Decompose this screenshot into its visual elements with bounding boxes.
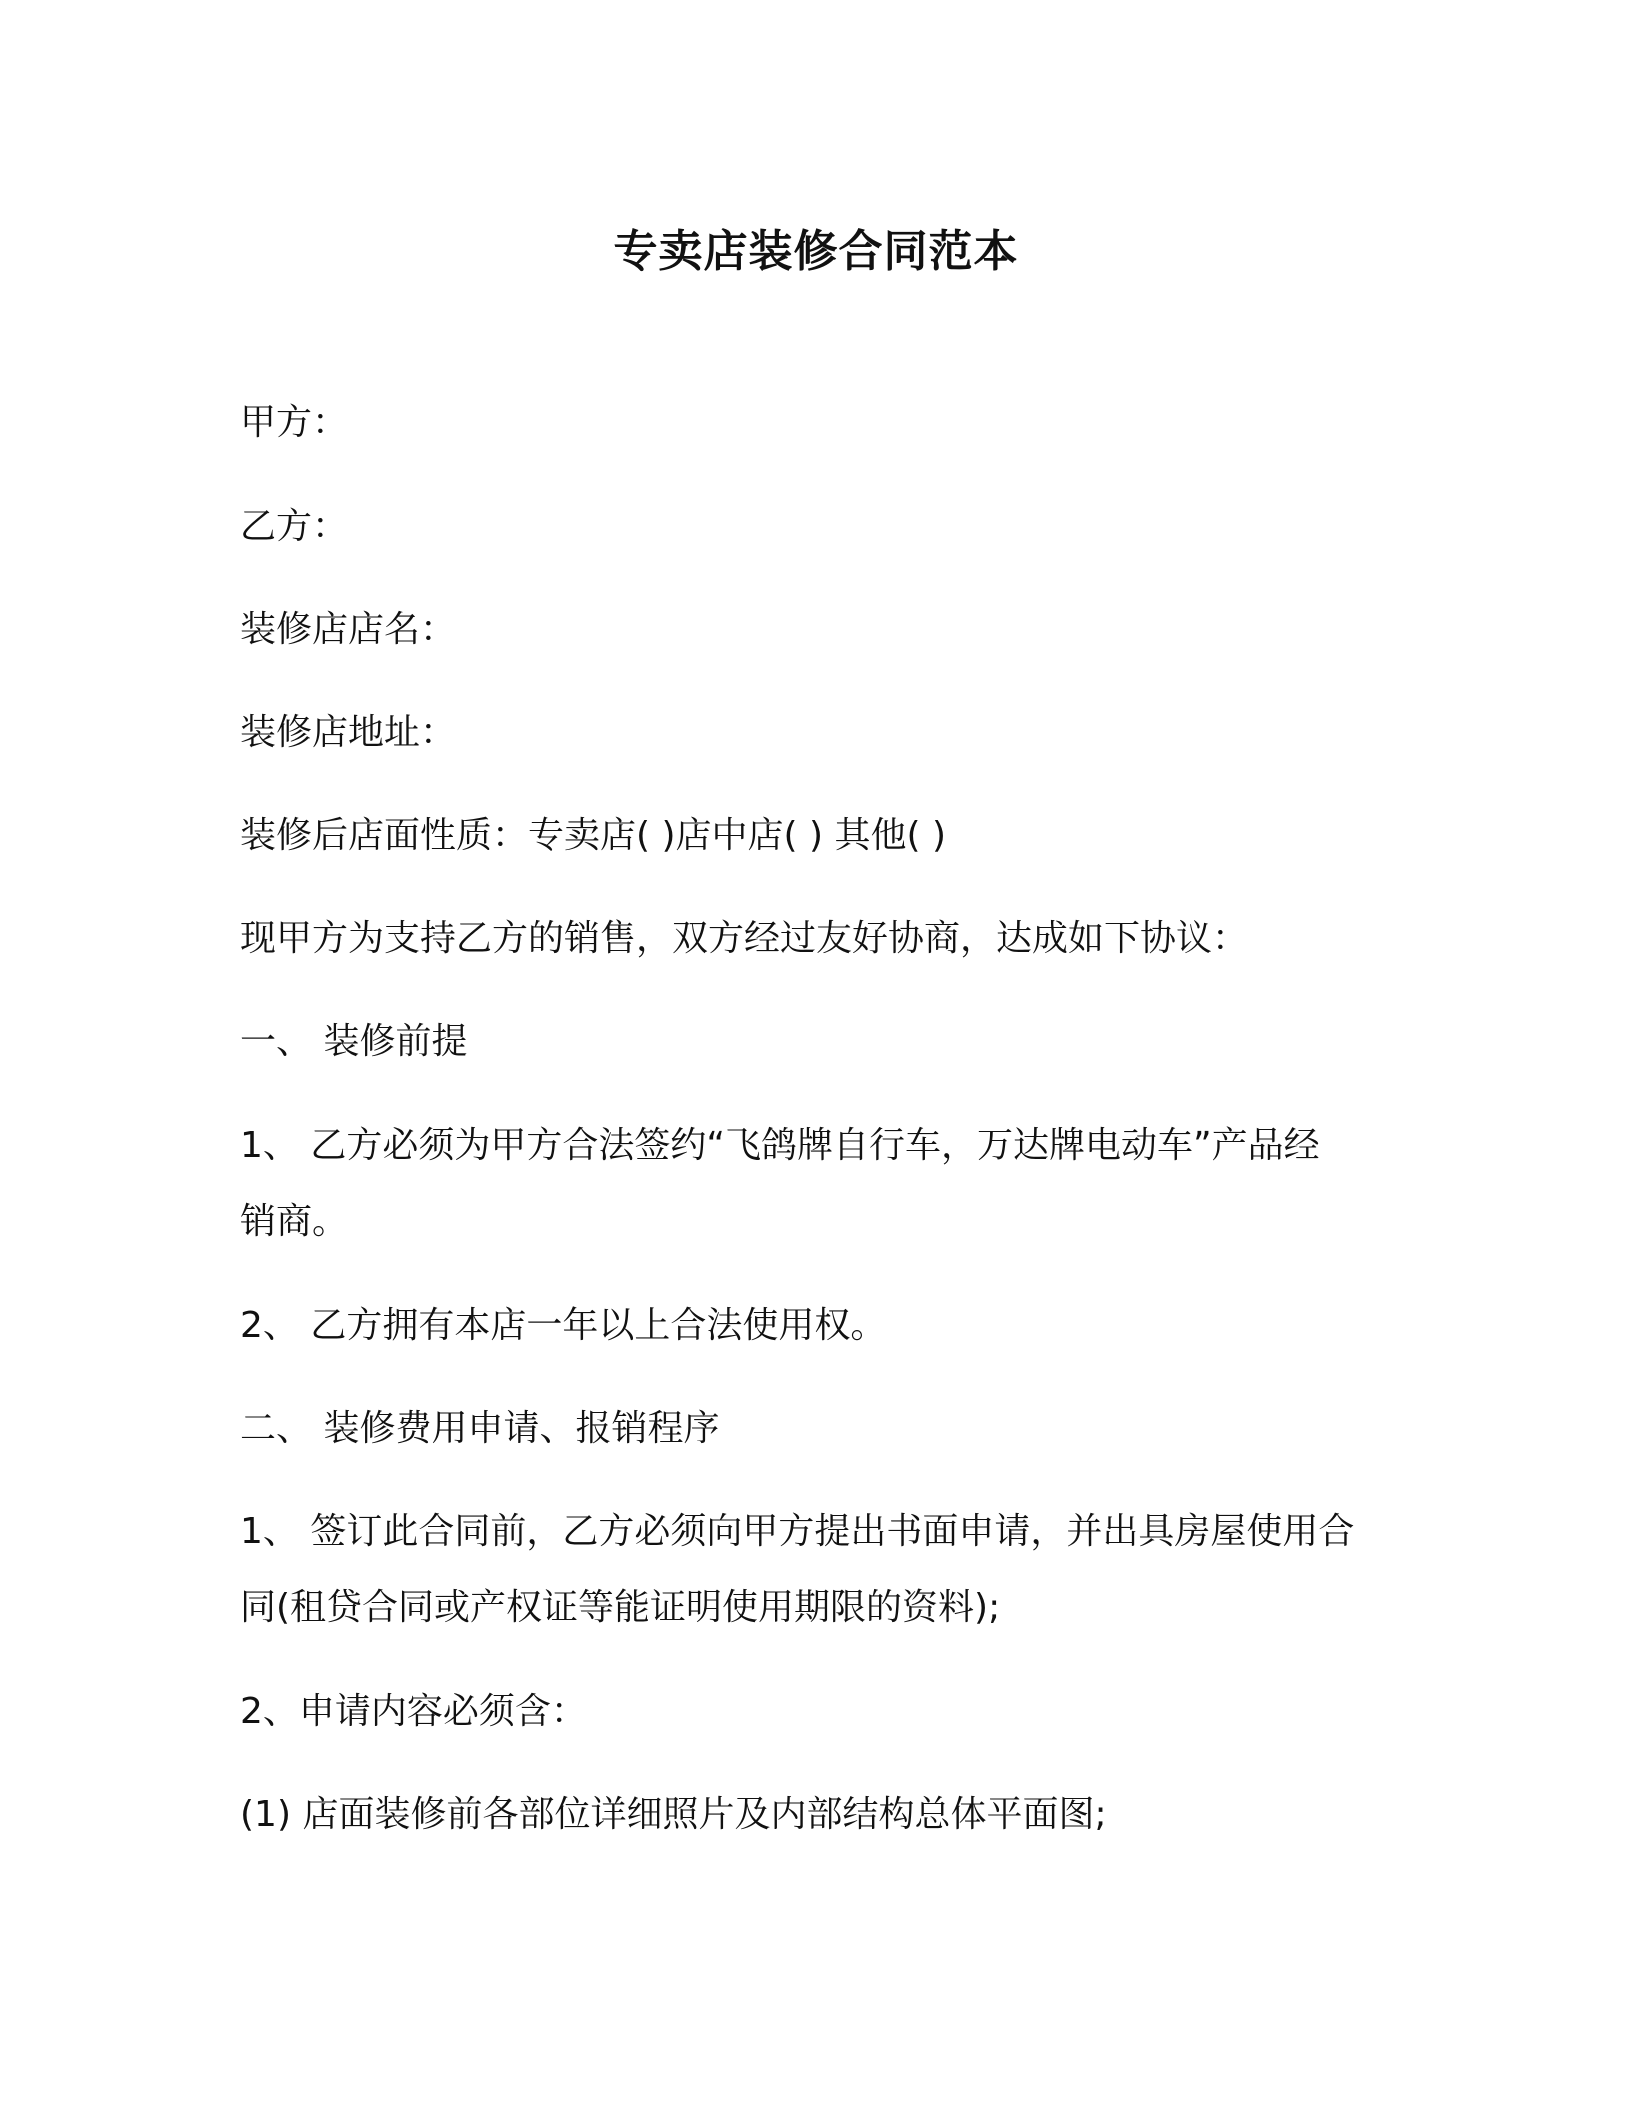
party-b-line: 乙方： (240, 506, 349, 547)
clause-1-1-cont: 销商。 (240, 1201, 349, 1242)
agreement-intro: 现甲方为支持乙方的销售，双方经过友好协商，达成如下协议： (240, 918, 1249, 959)
clause-2-1: 1、 签订此合同前，乙方必须向甲方提出书面申请，并出具房屋使用合 (240, 1511, 1355, 1552)
shop-address-line: 装修店地址： (240, 712, 457, 753)
party-a-line: 甲方： (240, 402, 349, 443)
clause-2-2-item-1: (1) 店面装修前各部位详细照片及内部结构总体平面图; (240, 1794, 1107, 1835)
document-title: 专卖店装修合同范本 (613, 226, 1019, 277)
clause-2-1-cont: 同(租贷合同或产权证等能证明使用期限的资料); (240, 1587, 1001, 1628)
clause-2-2: 2、申请内容必须含： (240, 1691, 587, 1732)
clause-1-2: 2、 乙方拥有本店一年以上合法使用权。 (240, 1305, 887, 1346)
section-heading-1: 一、 装修前提 (240, 1021, 468, 1062)
shop-name-line: 装修店店名： (240, 609, 457, 650)
shop-type-line: 装修后店面性质：专卖店( )店中店( ) 其他( ) (240, 815, 947, 856)
clause-1-1: 1、 乙方必须为甲方合法签约“飞鸽牌自行车，万达牌电动车”产品经 (240, 1125, 1320, 1166)
section-heading-2: 二、 装修费用申请、报销程序 (240, 1408, 720, 1449)
